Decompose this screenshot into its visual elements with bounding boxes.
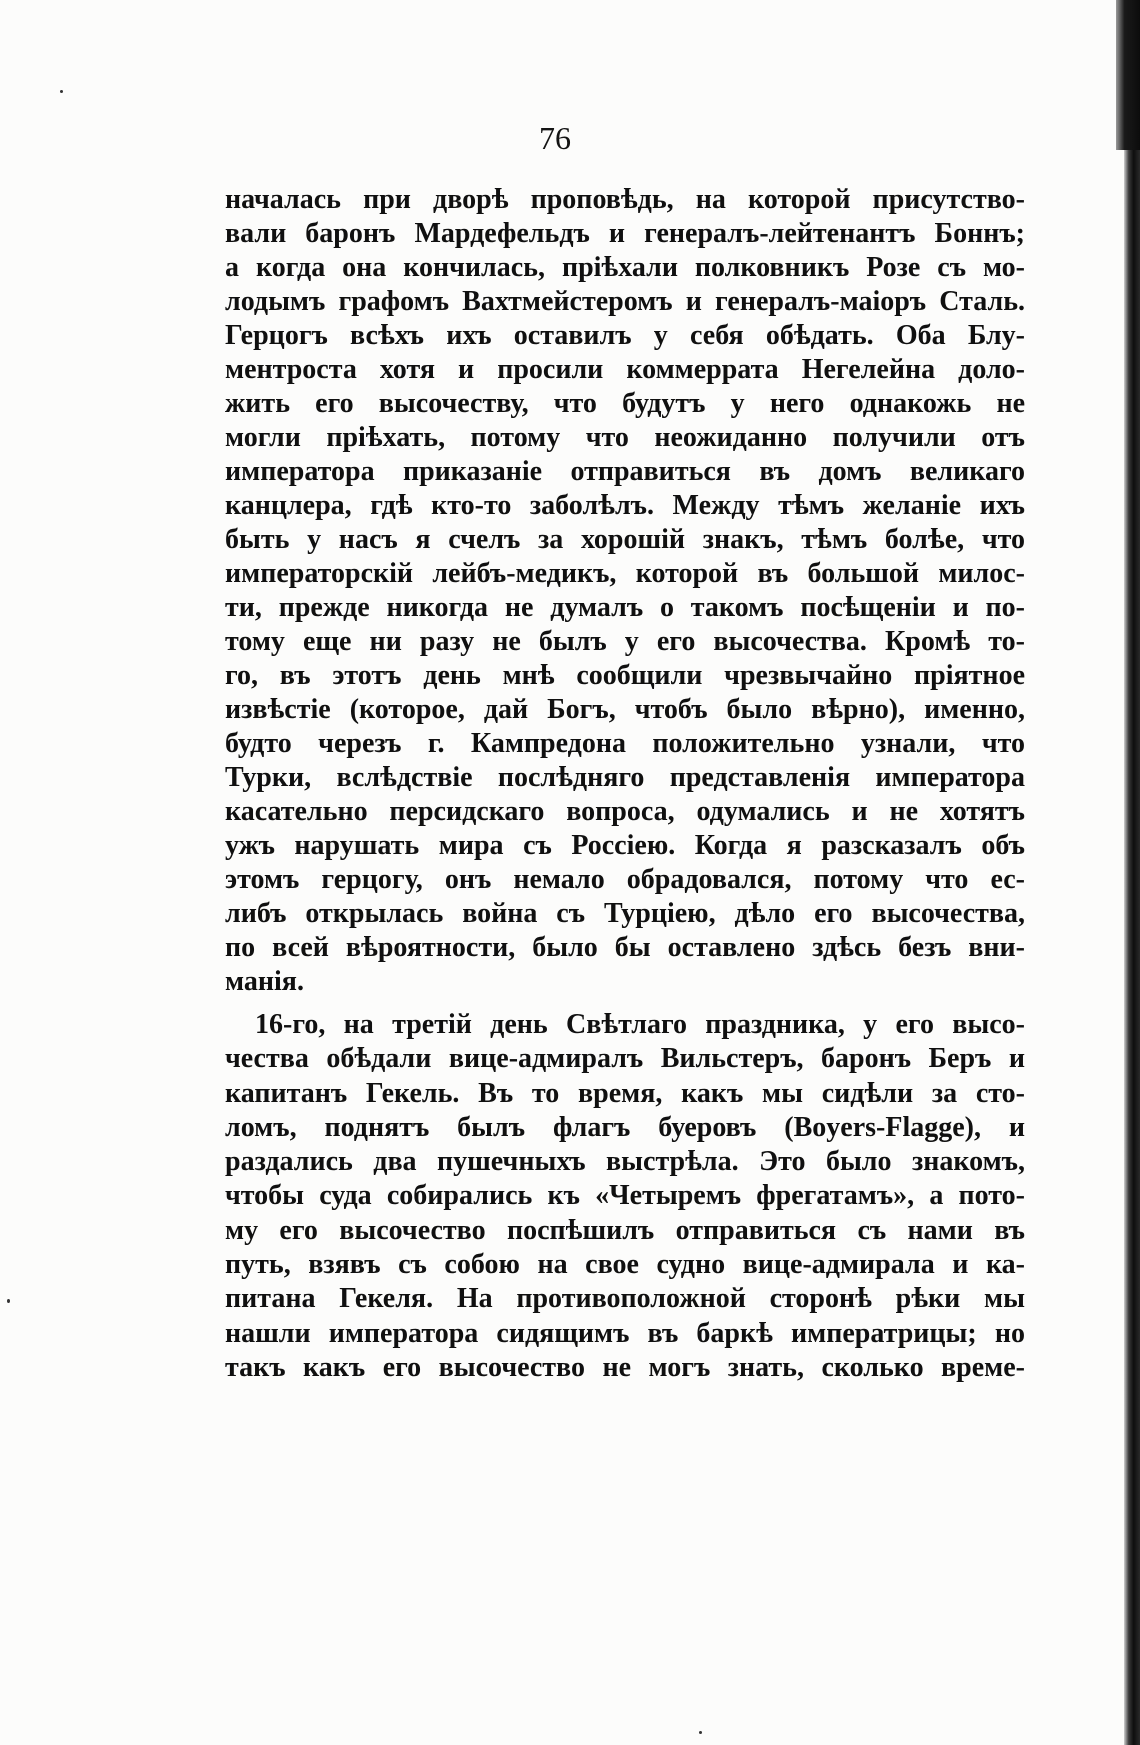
text-line: либъ открылась война съ Турціею, дѣло его высочества, [225, 898, 1025, 929]
paragraph [225, 1008, 1025, 1385]
text-line: касательно персидскаго вопроса, одумались и не хотятъ [225, 796, 1025, 827]
body-text [225, 183, 1025, 1385]
text-line: этомъ герцогу, онъ немало обрадовался, потому что ес- [225, 864, 1025, 895]
text-line: быть у насъ я счелъ за хорошій знакъ, тѣмъ болѣе, что [225, 524, 1025, 555]
text-line: вали баронъ Мардефельдъ и генералъ-лейтенантъ Боннъ; [225, 218, 1025, 249]
text-line: Турки, вслѣдствіе послѣдняго представленія императора [225, 762, 1025, 793]
page-edge-shadow-top [1116, 0, 1140, 150]
text-line: началась при дворѣ проповѣдь, на которой присутство- [225, 184, 1025, 215]
text-line: го, въ этотъ день мнѣ сообщили чрезвычайно пріятное [225, 660, 1025, 691]
text-line: путь, взявъ съ собою на свое судно вице-адмирала и ка- [225, 1249, 1025, 1281]
text-line: капитанъ Гекель. Въ то время, какъ мы сидѣли за сто- [225, 1077, 1025, 1109]
text-line: могли пріѣхать, потому что неожиданно получили отъ [225, 422, 1025, 453]
text-line: ужъ нарушать мира съ Россіею. Когда я разсказалъ объ [225, 830, 1025, 861]
speck [699, 1731, 702, 1734]
text-line: нашли императора сидящимъ въ баркѣ императрицы; но [225, 1317, 1025, 1349]
text-line: канцлера, гдѣ кто-то заболѣлъ. Между тѣмъ желаніе ихъ [225, 490, 1025, 521]
text-line: ти, прежде никогда не думалъ о такомъ посѣщеніи и по- [225, 592, 1025, 623]
paragraph [225, 183, 1025, 999]
text-line: извѣстіе (которое, дай Богъ, чтобъ было вѣрно), именно, [225, 694, 1025, 725]
text-line: питана Гекеля. На противоположной сторонѣ рѣки мы [225, 1283, 1025, 1315]
text-line: лодымъ графомъ Вахтмейстеромъ и генералъ-маіоръ Сталь. [225, 286, 1025, 317]
text-line: императора приказаніе отправиться въ домъ великаго [225, 456, 1025, 487]
text-line: жить его высочеству, что будутъ у него однакожь не [225, 388, 1025, 419]
text-line: будто черезъ г. Кампредона положительно узнали, что [225, 728, 1025, 759]
text-line: по всей вѣроятности, было бы оставлено здѣсь безъ вни- [225, 932, 1025, 963]
text-line: 16-го, на третій день Свѣтлаго праздника, у его высо- [255, 1009, 1025, 1040]
text-line: чтобы суда собирались къ «Четыремъ фрегатамъ», а пото- [225, 1180, 1025, 1212]
speck [60, 90, 63, 93]
text-line: ментроста хотя и просили коммеррата Негелейна доло- [225, 354, 1025, 385]
text-line: Герцогъ всѣхъ ихъ оставилъ у себя обѣдать. Оба Блу- [225, 320, 1025, 351]
text-line: раздались два пушечныхъ выстрѣла. Это было знакомъ, [225, 1146, 1025, 1178]
text-line: императорскій лейбъ-медикъ, которой въ большой милос- [225, 558, 1025, 589]
text-line: ломъ, поднятъ былъ флагъ буеровъ (Boyers-Flagge), и [225, 1111, 1025, 1143]
text-line: манія. [225, 966, 304, 997]
speck [7, 1299, 10, 1303]
text-line: а когда она кончилась, пріѣхали полковникъ Розе съ мо- [225, 252, 1025, 283]
text-line: чества обѣдали вице-адмиралъ Вильстеръ, баронъ Беръ и [225, 1043, 1025, 1075]
text-line: му его высочество поспѣшилъ отправиться съ нами въ [225, 1214, 1025, 1246]
page-edge-shadow [1124, 0, 1140, 1745]
page-number: 76 [539, 120, 571, 156]
text-line: тому еще ни разу не былъ у его высочества. Кромѣ то- [225, 626, 1025, 657]
text-line: такъ какъ его высочество не могъ знать, сколько време- [225, 1351, 1025, 1383]
